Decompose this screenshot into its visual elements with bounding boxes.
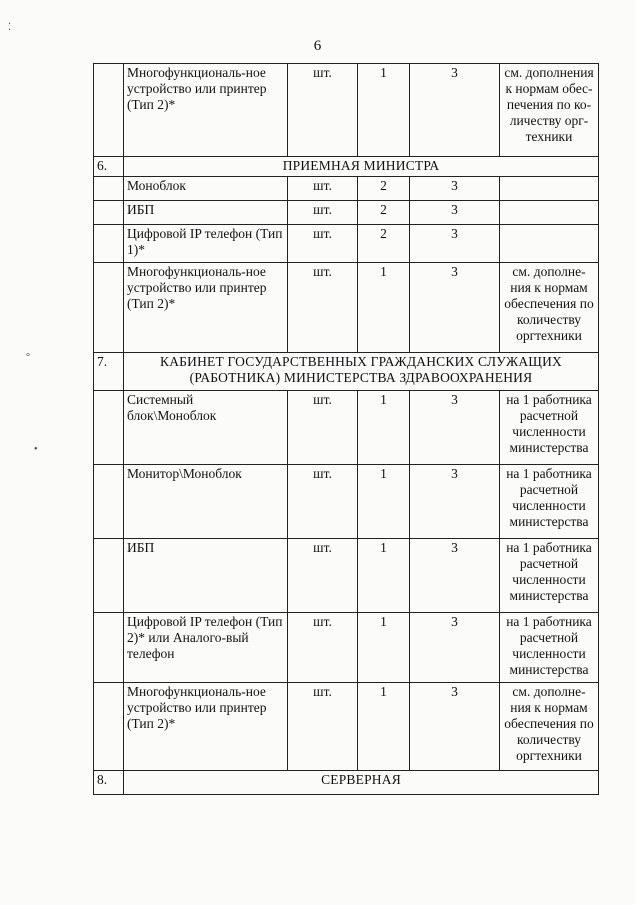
unit-cell: шт.	[288, 539, 358, 613]
note-cell: на 1 работника расчетной численности министерства	[500, 391, 599, 465]
quantity-cell: 1	[358, 613, 410, 683]
item-name-cell: Многофункциональ-ное устройство или принтер (Тип 2)*	[124, 64, 288, 157]
table-row	[94, 201, 599, 225]
note-cell: см. дополне-ния к нормам обеспечения по количеству оргтехники	[500, 683, 599, 771]
table-row	[94, 465, 599, 539]
note-cell: на 1 работника расчетной численности министерства	[500, 465, 599, 539]
service-years-cell: 3	[410, 64, 500, 157]
note-cell	[500, 225, 599, 263]
unit-cell: шт.	[288, 201, 358, 225]
quantity-cell: 1	[358, 465, 410, 539]
unit-cell: шт.	[288, 391, 358, 465]
row-number-cell: 6.	[94, 157, 124, 177]
section-title-cell: СЕРВЕРНАЯ	[124, 771, 599, 795]
section-row	[94, 353, 599, 391]
note-cell: на 1 работника расчетной численности министерства	[500, 613, 599, 683]
note-cell	[500, 201, 599, 225]
service-years-cell: 3	[410, 683, 500, 771]
quantity-cell: 1	[358, 263, 410, 353]
row-number-cell	[94, 263, 124, 353]
unit-cell: шт.	[288, 64, 358, 157]
row-number-cell	[94, 177, 124, 201]
row-number-cell	[94, 465, 124, 539]
item-name-cell: Многофункциональ-ное устройство или принтер (Тип 2)*	[124, 263, 288, 353]
table-row	[94, 391, 599, 465]
table-row	[94, 613, 599, 683]
service-years-cell: 3	[410, 391, 500, 465]
equipment-norms-table	[93, 63, 599, 795]
item-name-cell: Монитор\Моноблок	[124, 465, 288, 539]
section-title-cell: ПРИЕМНАЯ МИНИСТРА	[124, 157, 599, 177]
section-row	[94, 157, 599, 177]
quantity-cell: 1	[358, 64, 410, 157]
item-name-cell: Цифровой IP телефон (Тип 1)*	[124, 225, 288, 263]
service-years-cell: 3	[410, 465, 500, 539]
service-years-cell: 3	[410, 263, 500, 353]
quantity-cell: 2	[358, 201, 410, 225]
quantity-cell: 2	[358, 177, 410, 201]
row-number-cell	[94, 391, 124, 465]
service-years-cell: 3	[410, 613, 500, 683]
unit-cell: шт.	[288, 177, 358, 201]
item-name-cell: Многофункциональ-ное устройство или принтер (Тип 2)*	[124, 683, 288, 771]
unit-cell: шт.	[288, 465, 358, 539]
unit-cell: шт.	[288, 263, 358, 353]
table-row	[94, 225, 599, 263]
table-row	[94, 64, 599, 157]
scan-mark: °	[26, 352, 30, 363]
row-number-cell: 8.	[94, 771, 124, 795]
quantity-cell: 1	[358, 683, 410, 771]
row-number-cell	[94, 225, 124, 263]
table-row	[94, 539, 599, 613]
item-name-cell: Системный блок\Моноблок	[124, 391, 288, 465]
item-name-cell: Моноблок	[124, 177, 288, 201]
unit-cell: шт.	[288, 683, 358, 771]
page-number: 6	[313, 38, 322, 54]
section-row	[94, 771, 599, 795]
note-cell: на 1 работника расчетной численности министерства	[500, 539, 599, 613]
row-number-cell	[94, 613, 124, 683]
item-name-cell: ИБП	[124, 539, 288, 613]
scan-mark: •	[34, 444, 38, 455]
service-years-cell: 3	[410, 225, 500, 263]
quantity-cell: 2	[358, 225, 410, 263]
table-row	[94, 263, 599, 353]
row-number-cell	[94, 683, 124, 771]
scan-mark: ⁚	[8, 22, 12, 33]
table-row	[94, 683, 599, 771]
note-cell	[500, 177, 599, 201]
table-body	[94, 64, 599, 795]
quantity-cell: 1	[358, 391, 410, 465]
row-number-cell: 7.	[94, 353, 124, 391]
table-row	[94, 177, 599, 201]
row-number-cell	[94, 64, 124, 157]
note-cell: см. дополнения к нормам обес-печения по ко-личеству орг-техники	[500, 64, 599, 157]
service-years-cell: 3	[410, 539, 500, 613]
row-number-cell	[94, 539, 124, 613]
row-number-cell	[94, 201, 124, 225]
unit-cell: шт.	[288, 613, 358, 683]
item-name-cell: Цифровой IP телефон (Тип 2)* или Аналого-вый телефон	[124, 613, 288, 683]
item-name-cell: ИБП	[124, 201, 288, 225]
unit-cell: шт.	[288, 225, 358, 263]
service-years-cell: 3	[410, 177, 500, 201]
quantity-cell: 1	[358, 539, 410, 613]
note-cell: см. дополне-ния к нормам обеспечения по количеству оргтехники	[500, 263, 599, 353]
section-title-cell: КАБИНЕТ ГОСУДАРСТВЕННЫХ ГРАЖДАНСКИХ СЛУЖАЩИХ (РАБОТНИКА) МИНИСТЕРСТВА ЗДРАВООХРАНЕНИЯ	[124, 353, 599, 391]
service-years-cell: 3	[410, 201, 500, 225]
